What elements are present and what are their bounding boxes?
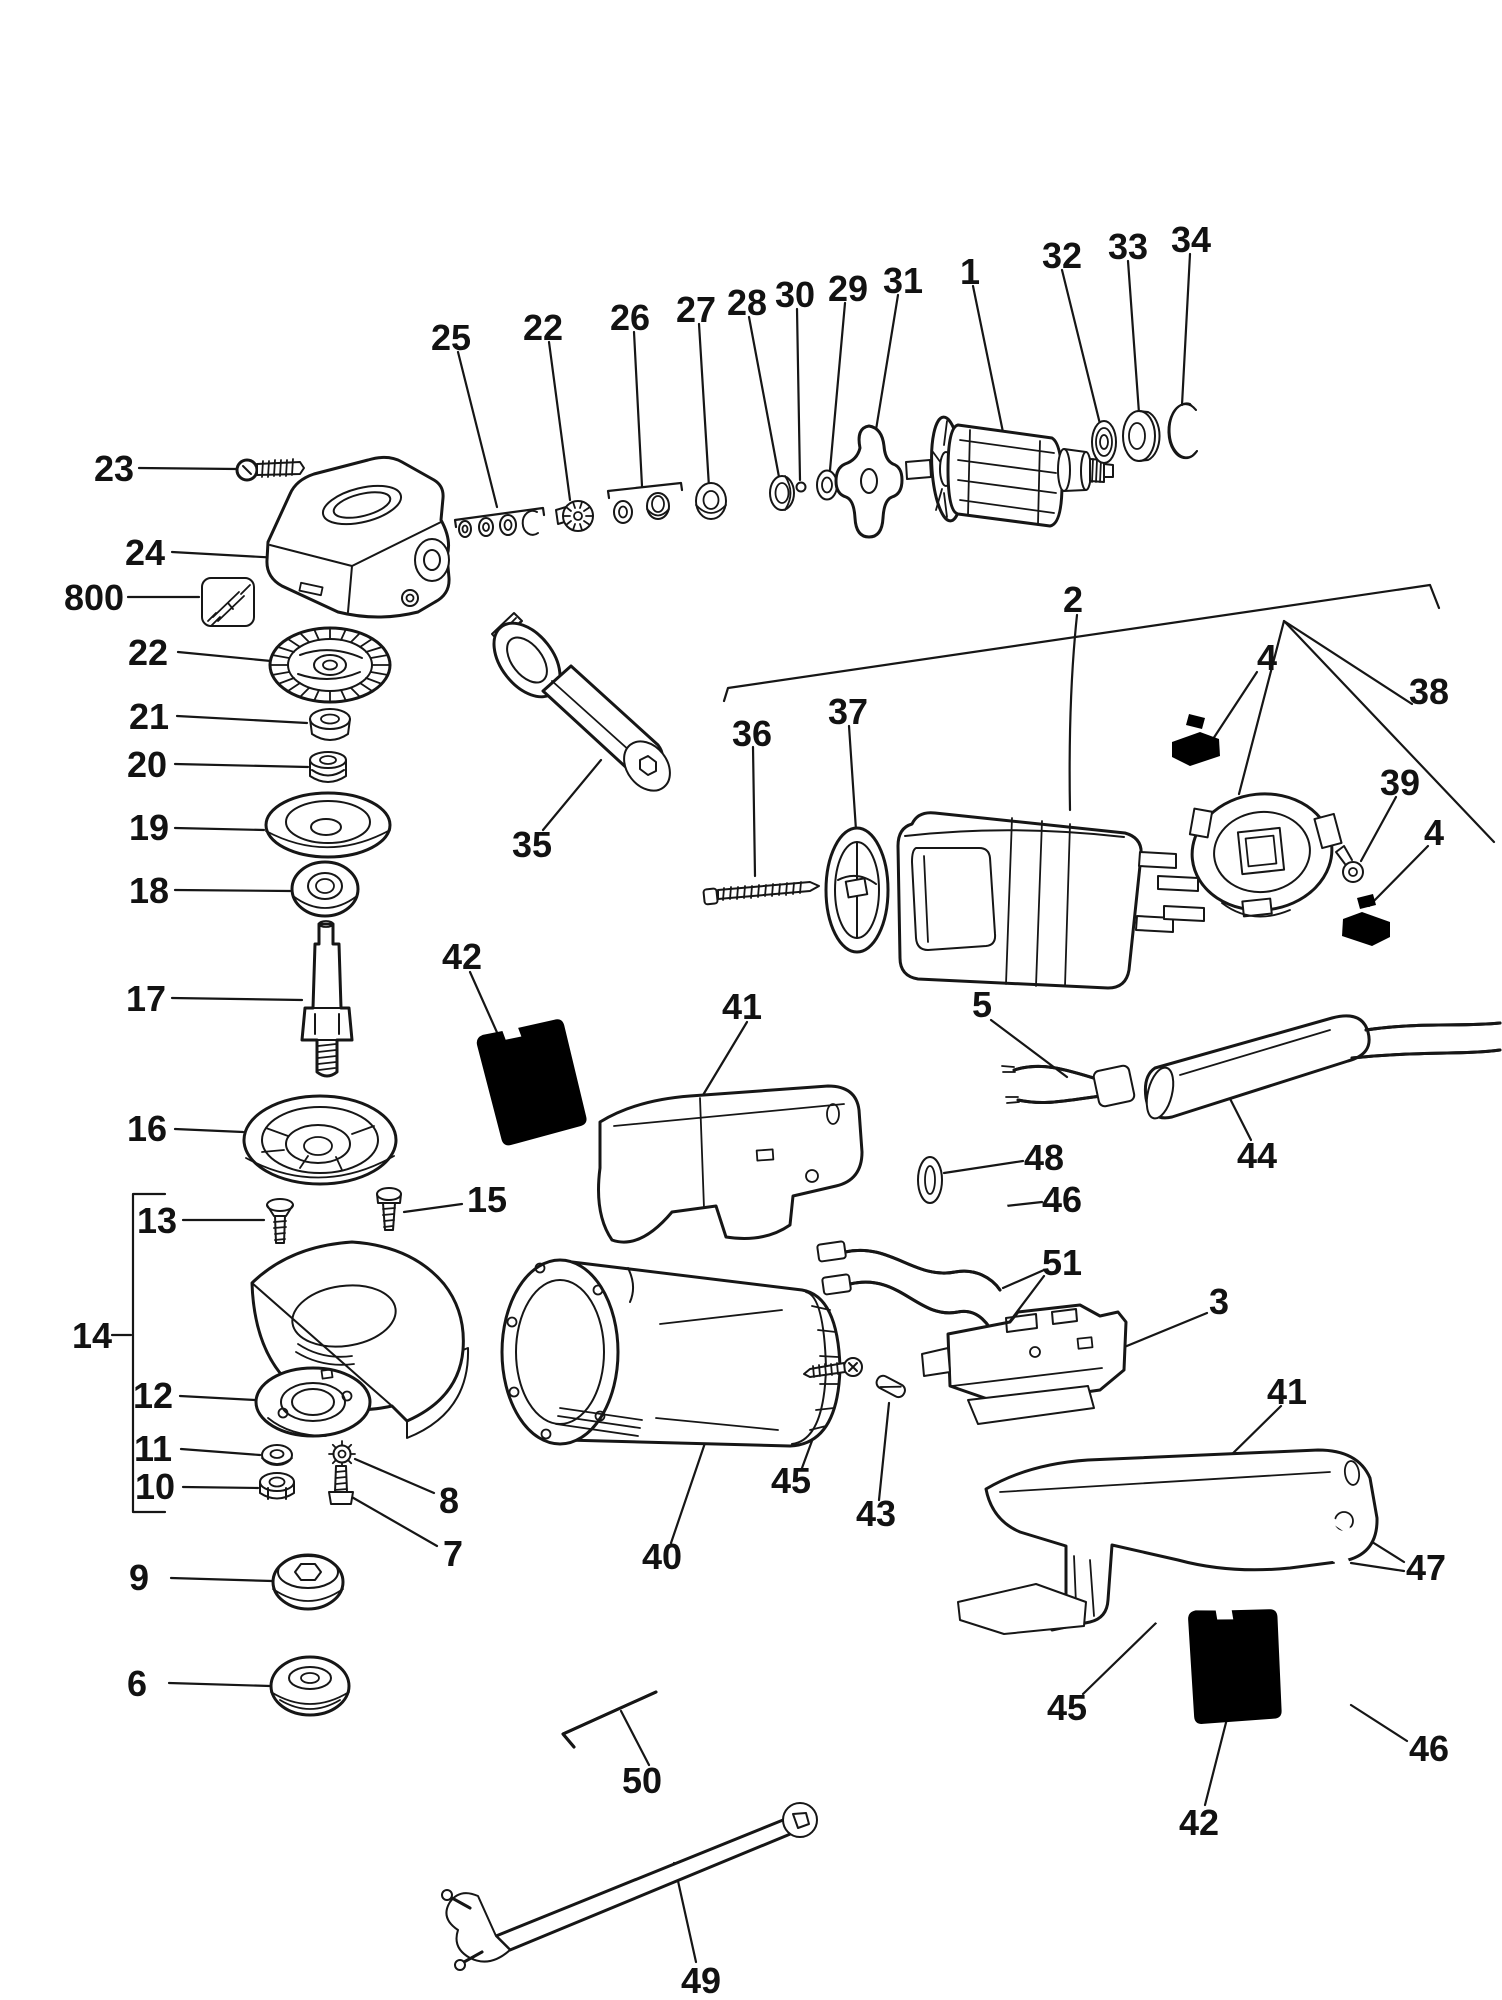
part-3-switch: [922, 1305, 1126, 1424]
callout-24: 24: [124, 532, 166, 573]
callout-5: 5: [971, 984, 993, 1025]
part-42-vent-cover-lower: [1183, 1605, 1287, 1728]
part-37-baffle: [826, 828, 888, 952]
callout-48: 48: [1023, 1137, 1065, 1178]
callout-6: 6: [126, 1663, 148, 1704]
callout-4-lower: 4: [1423, 812, 1445, 853]
callout-46-upper: 46: [1041, 1179, 1083, 1220]
part-33-bearing: [1123, 411, 1160, 461]
part-27-bearing: [696, 483, 726, 519]
part-19-dished-washer: [266, 793, 390, 857]
callout-40: 40: [641, 1536, 683, 1577]
callout-4-upper: 4: [1256, 637, 1278, 678]
part-21-spacer: [310, 709, 350, 740]
callout-49: 49: [680, 1960, 722, 2000]
part-5-cord-leads: [1002, 1065, 1135, 1108]
callout-14: 14: [71, 1315, 113, 1356]
part-2-field: [898, 813, 1176, 988]
callout-39: 39: [1379, 762, 1421, 803]
part-13-screw: [267, 1199, 293, 1243]
callout-7: 7: [442, 1533, 464, 1574]
callout-21: 21: [128, 696, 170, 737]
part-6-inner-flange: [271, 1657, 349, 1715]
part-23-screw: [237, 459, 304, 480]
callout-51: 51: [1041, 1242, 1083, 1283]
part-35-side-handle: [481, 611, 680, 800]
parts: [202, 403, 1500, 1970]
leader-2: [1070, 615, 1077, 810]
callout-45-lower: 45: [1046, 1687, 1088, 1728]
callout-38: 38: [1408, 671, 1450, 712]
callout-28: 28: [726, 282, 768, 323]
callout-27: 27: [675, 289, 717, 330]
callout-9: 9: [128, 1557, 150, 1598]
part-9-clamp-nut: [273, 1555, 343, 1609]
callout-18: 18: [128, 870, 170, 911]
callout-29: 29: [827, 268, 869, 309]
part-40-motor-housing: [502, 1260, 840, 1446]
callout-34: 34: [1170, 219, 1212, 260]
callout-47: 47: [1405, 1547, 1447, 1588]
callout-42-lower: 42: [1178, 1802, 1220, 1843]
callout-22-pinion: 22: [522, 307, 564, 348]
part-4-brush-upper: [1172, 705, 1220, 766]
part-800-lubricant-kit: [202, 578, 254, 626]
callout-32: 32: [1041, 235, 1083, 276]
part-18-bearing: [292, 862, 358, 916]
part-30-ball: [797, 483, 806, 492]
part-24-gear-case: [267, 457, 449, 617]
part-1-armature: [906, 416, 1113, 526]
part-36-long-screw: [703, 882, 819, 905]
part-12-adapter-flange: [256, 1368, 370, 1436]
callout-30: 30: [774, 274, 816, 315]
part-34-retaining-ring: [1168, 403, 1197, 458]
callout-50: 50: [621, 1760, 663, 1801]
bracket-26: [608, 483, 682, 498]
callout-13: 13: [136, 1200, 178, 1241]
callout-46-lower: 46: [1408, 1728, 1450, 1769]
part-15-screw: [377, 1188, 401, 1230]
part-31-fan-baffle: [836, 426, 902, 537]
part-8-lock-washer: [329, 1441, 355, 1467]
callout-2: 2: [1062, 579, 1084, 620]
part-4-brush-lower: [1342, 885, 1390, 946]
part-51-lead-wires: [817, 1241, 1000, 1340]
callout-10: 10: [134, 1466, 176, 1507]
part-41-handle-lower: [958, 1450, 1377, 1634]
callout-20: 20: [126, 744, 168, 785]
callout-800: 800: [63, 577, 125, 618]
callout-12: 12: [132, 1375, 174, 1416]
callout-31: 31: [882, 260, 924, 301]
part-42-vent-cover-upper: [475, 1017, 589, 1148]
callout-37: 37: [827, 691, 869, 732]
callout-44: 44: [1236, 1135, 1278, 1176]
callout-25: 25: [430, 317, 472, 358]
callout-36: 36: [731, 713, 773, 754]
part-38-brush-holder-plate: [1158, 787, 1342, 921]
part-46-screw-upper: [971, 1185, 1010, 1217]
part-44-cord-protector: [1142, 1016, 1500, 1121]
callout-17: 17: [125, 978, 167, 1019]
part-28-ring: [770, 476, 794, 510]
part-50-hex-key: [563, 1692, 656, 1747]
part-39-eyelet: [1336, 846, 1363, 882]
part-17-spindle: [302, 921, 352, 1076]
callout-33: 33: [1107, 226, 1149, 267]
part-7-screw: [329, 1466, 353, 1504]
callout-8: 8: [438, 1480, 460, 1521]
callout-1: 1: [959, 251, 981, 292]
callout-16: 16: [126, 1108, 168, 1149]
part-29-washer: [817, 471, 837, 500]
callout-11: 11: [133, 1428, 173, 1469]
callout-15: 15: [466, 1179, 508, 1220]
callout-45-mid: 45: [770, 1460, 812, 1501]
callout-35: 35: [511, 824, 553, 865]
callout-3: 3: [1208, 1281, 1230, 1322]
callout-42-upper: 42: [441, 936, 483, 977]
part-46-screw-lower: [1312, 1679, 1351, 1711]
part-11-washer: [262, 1445, 292, 1465]
callout-19: 19: [128, 807, 170, 848]
part-26-ring-set: [614, 493, 669, 523]
callout-22-gear: 22: [127, 632, 169, 673]
callout-41-upper: 41: [721, 986, 763, 1027]
callout-23: 23: [93, 448, 135, 489]
part-32-washer: [1092, 421, 1116, 463]
callout-26: 26: [609, 297, 651, 338]
part-49-pin-wrench: [442, 1803, 817, 1970]
part-16-bearing-housing: [244, 1096, 396, 1184]
part-10-nut: [260, 1473, 294, 1499]
part-48-grommet: [918, 1157, 942, 1203]
callout-41-lower: 41: [1266, 1371, 1308, 1412]
part-43-key: [874, 1374, 907, 1400]
part-22-gear: [270, 628, 390, 702]
callout-43: 43: [855, 1493, 897, 1534]
part-20-bushing: [310, 752, 346, 782]
part-22-pinion: [556, 501, 593, 531]
part-41-handle-upper: [599, 1086, 863, 1242]
